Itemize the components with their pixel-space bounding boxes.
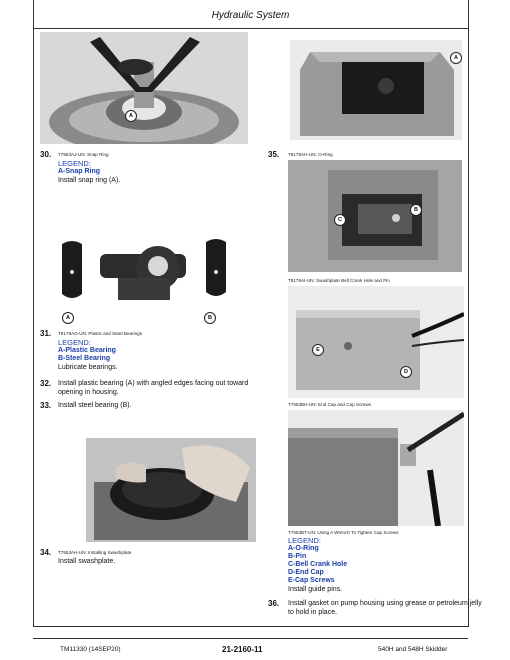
legend-item: E-Cap Screws xyxy=(288,577,335,584)
step-number: 35. xyxy=(268,150,280,159)
step-text: opening in housing. xyxy=(58,389,119,396)
callout-b: B xyxy=(204,312,216,324)
callout-b: B xyxy=(410,204,422,216)
step-text: Install snap ring (A). xyxy=(58,177,121,184)
callout-d: D xyxy=(400,366,412,378)
legend-item: C-Bell Crank Hole xyxy=(288,561,348,568)
callout-a: A xyxy=(125,110,137,122)
photo-bearings xyxy=(58,232,228,324)
footer-doc-id: TM11330 (14SEP20) xyxy=(60,646,121,653)
legend-item: B-Steel Bearing xyxy=(58,355,111,362)
legend-item: D-End Cap xyxy=(288,569,324,576)
step-number: 34. xyxy=(40,548,52,557)
callout-e: E xyxy=(312,344,324,356)
photo-end-cap xyxy=(288,286,464,398)
legend-title: LEGEND: xyxy=(288,536,321,545)
figure-caption: T7553AJ-UN: Snap Ring xyxy=(58,152,109,157)
figure-caption: T7553BT-UN: Using A Wrench To Tighten Cap Screws xyxy=(288,530,399,535)
figure-caption: T7553AH-UN: Installing Swashplate xyxy=(58,550,132,555)
legend-item: A-Plastic Bearing xyxy=(58,347,116,354)
step-number: 31. xyxy=(40,329,52,338)
photo-bell-crank-hole xyxy=(288,160,462,272)
step-text: Install steel bearing (B). xyxy=(58,402,132,409)
figure-caption: T8179AI-UN: Swashplate Bell Crank Hole and Pin xyxy=(288,278,390,283)
footer-divider xyxy=(33,638,468,639)
step-text: Install guide pins. xyxy=(288,586,343,593)
callout-a: A xyxy=(450,52,462,64)
footer-model: 540H and 548H Skidder xyxy=(378,646,448,653)
step-text: Lubricate bearings. xyxy=(58,364,118,371)
photo-wrench-cap-screws xyxy=(288,410,464,526)
page-title: Hydraulic System xyxy=(211,10,290,21)
photo-snap-ring xyxy=(40,32,248,144)
legend-item: B-Pin xyxy=(288,553,307,560)
step-number: 33. xyxy=(40,401,52,410)
photo-pump-housing-oring xyxy=(290,40,462,140)
callout-a: A xyxy=(62,312,74,324)
step-text: Install plastic bearing (A) with angled edges facing out toward xyxy=(58,380,249,387)
step-number: 30. xyxy=(40,150,52,159)
legend-item: A-Snap Ring xyxy=(58,168,100,175)
figure-caption: T7553BH-UN: End Cap and Cap Screws xyxy=(288,402,371,407)
figure-caption: T8179AG-UN: Plastic and Steel Bearings xyxy=(58,331,143,336)
legend-title: LEGEND: xyxy=(58,159,91,168)
photo-swashplate xyxy=(86,438,256,542)
callout-c: C xyxy=(334,214,346,226)
step-text: Install gasket on pump housing using grease or petroleum jelly xyxy=(288,600,482,607)
step-text: to hold in place. xyxy=(288,609,338,616)
step-number: 36. xyxy=(268,599,280,608)
footer-page-number: 21-2160-11 xyxy=(222,645,263,654)
step-number: 32. xyxy=(40,379,52,388)
step-text: Install swashplate. xyxy=(58,558,116,565)
legend-title: LEGEND: xyxy=(58,338,91,347)
figure-caption: T8179AH-UN: O-Ring xyxy=(288,152,333,157)
legend-item: A-O-Ring xyxy=(288,545,319,552)
